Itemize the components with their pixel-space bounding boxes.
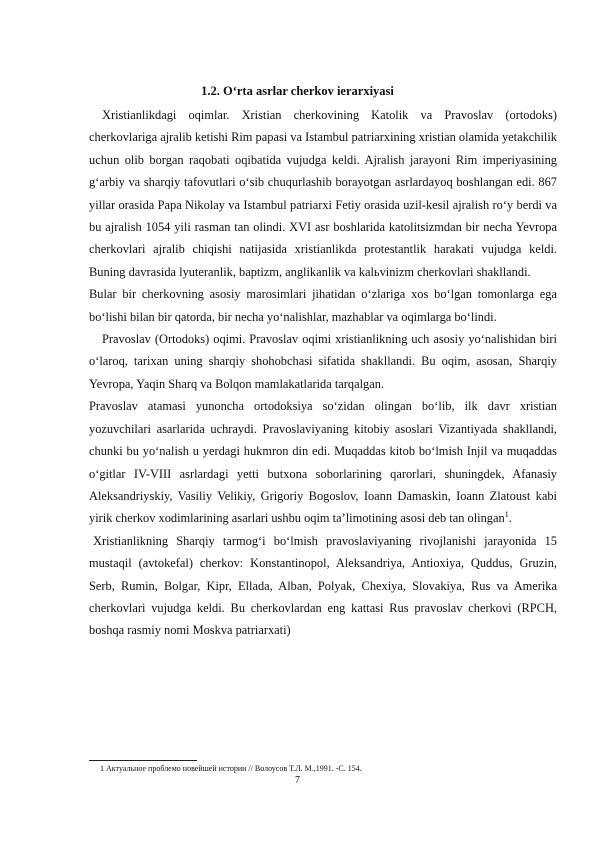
paragraph-5: Xristianlikning Sharqiy tarmog‘i bo‘lmish pravoslaviyaning rivojlanishi jarayonida 15 mustaqil (avtokefal) cherkov: Konstantinopol, Aleksandriya, Antioxiya, Quddus, Gruzin, Serb, Rumin, Bolgar, Kipr, Ellada, Alban, Polyak, Chexiya, Slovakiya, Rus va Amerika cherkovlari vujudga keldi. Bu cherkovlardan eng kattasi Rus pravoslav cherkovi (RPCH, boshqa rasmiy nomi Moskva patriarxati): [89, 533, 557, 638]
footnote-marker: 1: [504, 510, 509, 520]
paragraph-4-end: .: [508, 511, 512, 526]
paragraph-1: Xristianlikdagi oqimlar. Xristian cherkovining Katolik va Pravoslav (ortodoks) cherkovlariga ajralib ketishi Rim papasi va Istambul patriarxining xristian olamida yetakchilik uchun olib borgan raqobati oqibatida vujudga keldi. Ajralish jarayoni Rim imperiyasining g‘arbiy va sharqiy tafovutlari o‘sib chuqurlashib borayotgan asrlardayoq boshlangan edi. 867 yillar orasida Papa Nikolay va Istambul patriarxi Fetiy orasida uzil-kesil ajralish ro‘y berdi va bu ajralish 1054 yili rasman tan olindi. XVI asr boshlarida katolitsizmdan bir necha Yevropa cherkovlari ajralib chiqishi natijasida xristianlikda protestantlik harakati vujudga keldi. Buning davrasida lyuteranlik, baptizm, anglikanlik va kalьvinizm cherkovlari shakllandi.: [89, 108, 557, 279]
paragraph-4: [89, 395, 557, 529]
section-title: 1.2. O‘rta asrlar cherkov ierarxiyasi: [201, 84, 394, 98]
footnote: 1 Актуальное проблемо новейшей истории // Волоусов Т.Л. М.,1991. -С. 154.: [100, 764, 362, 773]
body-text: [89, 104, 557, 642]
page-number: 7: [295, 775, 300, 786]
paragraph-2: Bular bir cherkovning asosiy marosimlari jihatidan o‘zlariga xos bo‘lgan tomonlarga ega bo‘lishi bilan bir qatorda, bir necha yo‘nalishlar, mazhablar va oqimlarga bo‘lindi.: [89, 287, 557, 324]
paragraph-4-text: Pravoslav atamasi yunoncha ortodoksiya so‘zidan olingan bo‘lib, ilk davr xristian yozuvchilari asarlarida uchraydi. Pravoslaviyaning kitobiy asoslari Vizantiyada shakllandi, chunki bu yo‘nalish u yerdagi hukmron din edi. Muqaddas kitob bo‘lmish Injil va muqaddas o‘gitlar IV-VIII asrlardagi yetti butxona soborlarining qarorlari, shuningdek, Afanasiy Aleksandriyskiy, Vasiliy Velikiy, Grigoriy Bogoslov, Ioann Damaskin, Ioann Zlatoust kabi yirik cherkov xodimlarining asarlari ushbu oqim ta’limotining asosi deb tan olingan: [89, 399, 557, 526]
paragraph-3: Pravoslav (Ortodoks) oqimi. Pravoslav oqimi xristianlikning uch asosiy yo‘nalishidan biri o‘laroq, tarixan uning sharqiy shohobchasi sifatida shakllandi. Bu oqim, asosan, Sharqiy Yevropa, Yaqin Sharq va Bolqon mamlakatlarida tarqalgan.: [89, 332, 557, 391]
footnote-divider: [89, 760, 197, 761]
